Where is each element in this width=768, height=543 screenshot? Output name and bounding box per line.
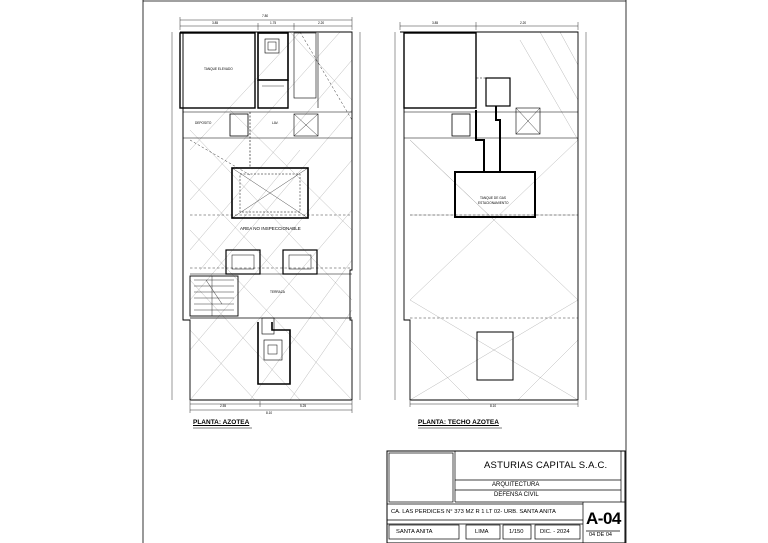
- techo-dim-bottom-total: 8.10: [490, 404, 497, 408]
- scale-field: 1/150: [509, 529, 524, 535]
- dim-bottom-b: 5.25: [300, 404, 307, 408]
- plan-azotea-title: PLANTA: AZOTEA: [193, 419, 250, 426]
- dim-top-left: 3.85: [212, 21, 219, 25]
- dim-top-mid: 1.75: [270, 21, 277, 25]
- company-name: ASTURIAS CAPITAL S.A.C.: [484, 460, 608, 471]
- dim-bottom-total: 8.10: [266, 411, 273, 415]
- plan-techo-dimensions: [395, 22, 586, 407]
- dim-top-right: 2.20: [318, 21, 325, 25]
- specialty-label: ARQUITECTURA: [492, 482, 540, 488]
- plan-azotea: [172, 14, 360, 413]
- tank-label-line2: ESTACIONAMIENTO: [478, 201, 509, 205]
- subject-label: DEFENSA CIVIL: [494, 492, 539, 498]
- dim-top-total: 7.80: [262, 14, 269, 18]
- sheet-count: 04 DE 04: [589, 532, 612, 538]
- room-label-deposit: DEPOSITO: [195, 121, 212, 125]
- room-label-lav: LAV.: [272, 121, 279, 125]
- room-label-terrace: TERRAZA: [270, 290, 285, 294]
- room-label-non-inspectable: AREA NO INSPECCIONABLE: [240, 226, 301, 231]
- province-field: LIMA: [475, 529, 489, 535]
- room-label-upper: TANQUE ELEVADO: [204, 67, 233, 71]
- techo-dim-top-right: 2.20: [520, 21, 527, 25]
- plan-techo-azotea: [395, 22, 586, 407]
- date-field: DIC. - 2024: [540, 529, 570, 535]
- sheet-code: A-04: [586, 509, 621, 528]
- techo-dim-top-left: 3.85: [432, 21, 439, 25]
- tank-label-line1: TANQUE DE GAS: [480, 196, 506, 200]
- dim-bottom-a: 2.55: [220, 404, 227, 408]
- district-field: SANTA ANITA: [396, 529, 433, 535]
- plan-techo-azotea-title: PLANTA: TECHO AZOTEA: [418, 419, 499, 426]
- project-address: CA. LAS PERDICES N° 373 MZ R 1 LT 02- URB. SANTA ANITA: [391, 509, 556, 515]
